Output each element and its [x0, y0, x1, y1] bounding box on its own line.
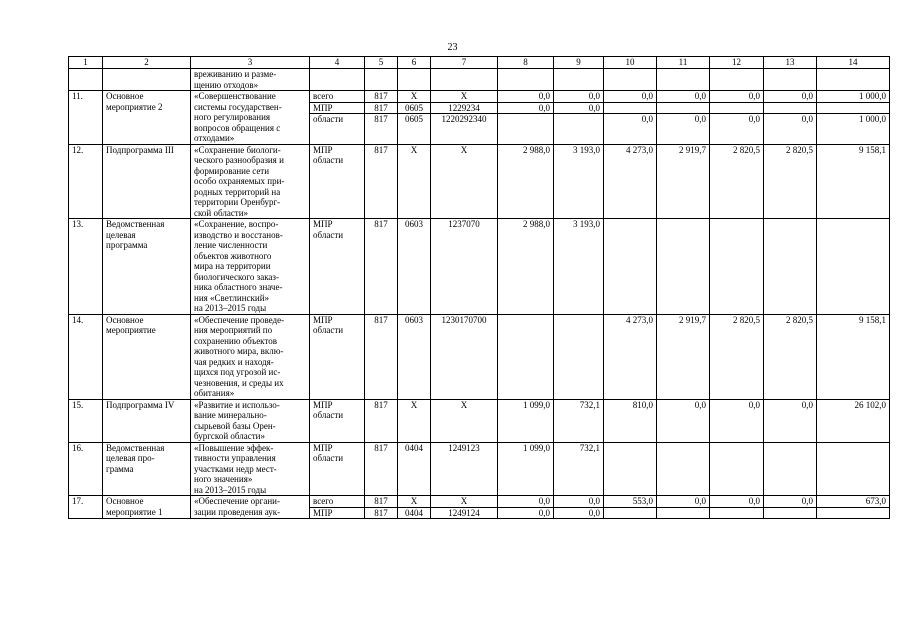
sub-value: 673,0	[865, 496, 886, 506]
cell-c5	[365, 91, 398, 145]
sub-value: 1 000,0	[859, 91, 886, 101]
sub-value	[554, 113, 603, 125]
row-number: 13.	[69, 219, 103, 315]
sub-value: всего	[313, 496, 334, 506]
sub-value	[764, 102, 816, 114]
sub-value	[817, 507, 889, 519]
code-c7: Х	[431, 399, 498, 442]
header-cell-12: 12	[710, 57, 764, 69]
value-c9	[554, 314, 604, 399]
activity-name	[103, 314, 191, 399]
description-line: особо охраняемых при-	[194, 176, 285, 186]
sub-value: 0,0	[588, 496, 600, 506]
cell-col-14	[817, 69, 890, 91]
sub-value: 1249124	[431, 507, 497, 519]
cell-col-1	[69, 69, 103, 91]
row-number: 12.	[69, 144, 103, 219]
sub-value	[604, 507, 656, 519]
cell-c8	[498, 91, 554, 145]
value-c13	[764, 442, 817, 496]
activity-description	[191, 144, 310, 219]
executor-line: области	[313, 155, 344, 165]
description-line: системы государствен-	[194, 101, 282, 112]
description-line: территории Оренбург-	[194, 197, 281, 207]
table-row	[69, 144, 890, 219]
description-line: «Совершенствование	[194, 91, 276, 101]
sub-value: 0404	[398, 507, 430, 519]
sub-value: 0605	[398, 113, 430, 125]
executor-line: области	[313, 410, 344, 420]
activity-description	[191, 496, 310, 519]
description-line: «Обеспечение проведе-	[194, 314, 285, 325]
value-c9: 732,1	[554, 442, 604, 496]
sub-value: 0,0	[498, 507, 553, 519]
sub-value: 0,0	[657, 113, 709, 125]
activity-name	[103, 144, 191, 219]
activity-name	[103, 399, 191, 442]
value-c13: 2 820,5	[764, 314, 817, 399]
table-row	[69, 496, 890, 519]
value-c8	[498, 314, 554, 399]
header-cell-10: 10	[604, 57, 657, 69]
activity-name	[103, 219, 191, 315]
activity-description	[191, 91, 310, 145]
description-line: ного значения»	[194, 474, 253, 484]
cell-c10	[604, 496, 657, 519]
sub-value	[817, 102, 889, 114]
value-c8: 2 988,0	[498, 144, 554, 219]
cell-c6	[398, 496, 431, 519]
cell-c5	[365, 496, 398, 519]
description-line: объектов животного	[194, 250, 272, 261]
budget-table	[68, 56, 890, 519]
row-number: 15.	[69, 399, 103, 442]
header-row	[69, 57, 890, 69]
description-line: изводство и восстанов-	[194, 229, 283, 240]
code-c5: 817	[365, 219, 398, 315]
table-row	[69, 219, 890, 315]
activity-name-line: мероприятие 2	[106, 101, 163, 112]
header-cell-14: 14	[817, 57, 890, 69]
cell-c7	[431, 91, 498, 145]
sub-value: 0,0	[498, 102, 553, 114]
code-c5: 817	[365, 314, 398, 399]
sub-value: МПР	[310, 507, 364, 519]
sub-value: Х	[410, 91, 418, 101]
row-number: 16.	[69, 442, 103, 496]
header-cell-13: 13	[764, 57, 817, 69]
value-c12: 2 820,5	[710, 314, 764, 399]
cell-col-4	[310, 69, 365, 91]
sub-value: 553,0	[632, 496, 653, 506]
sub-value: 817	[365, 507, 397, 519]
value-c9: 3 193,0	[554, 144, 604, 219]
cell-c11	[657, 91, 710, 145]
sub-value: 0,0	[554, 102, 603, 114]
executor-line: области	[313, 229, 344, 240]
code-c6: 0404	[398, 442, 431, 496]
value-c11: 2 919,7	[657, 314, 710, 399]
value-c10	[604, 219, 657, 315]
sub-value: 0,0	[748, 496, 760, 506]
sub-value	[764, 507, 816, 519]
activity-name-line: Ведомственная	[106, 219, 165, 229]
description-line: тивности управления	[194, 453, 276, 463]
description-line: мира на территории	[194, 261, 271, 271]
description-line: «Повышение эффек-	[194, 442, 274, 453]
executor-line: МПР	[313, 399, 333, 410]
description-line: «Развитие и использо-	[194, 399, 280, 410]
activity-name-line: Ведомственная	[106, 442, 165, 453]
description-line: вреживанию и разме-	[194, 69, 277, 79]
cell-col-8	[498, 69, 554, 91]
cell-col-3	[191, 69, 310, 91]
cell-c13	[764, 91, 817, 145]
code-c6: 0603	[398, 314, 431, 399]
description-line: бургской области»	[194, 431, 265, 441]
header-cell-6: 6	[398, 57, 431, 69]
sub-value	[498, 113, 553, 125]
header-cell-7: 7	[431, 57, 498, 69]
description-line: вание минерально-	[194, 410, 267, 420]
code-c7: 1237070	[431, 219, 498, 315]
code-c6: Х	[398, 144, 431, 219]
cell-c12	[710, 91, 764, 145]
value-c14: 9 158,1	[817, 144, 890, 219]
executor-line: МПР	[313, 219, 333, 229]
cell-c9	[554, 91, 604, 145]
activity-name-line: Основное	[106, 314, 144, 325]
value-c11	[657, 219, 710, 315]
sub-value: 1 000,0	[817, 113, 889, 125]
activity-name	[103, 442, 191, 496]
executor-line: области	[313, 325, 344, 335]
cell-col-2	[103, 69, 191, 91]
description-line: щению отходов»	[194, 79, 259, 90]
responsible-executor	[310, 399, 365, 442]
value-c10: 4 273,0	[604, 314, 657, 399]
description-line: ного регулирования	[194, 112, 271, 122]
sub-value: 0,0	[588, 91, 600, 101]
responsible-executor	[310, 442, 365, 496]
activity-description	[191, 442, 310, 496]
cell-col-9	[554, 69, 604, 91]
code-c7: 1249123	[431, 442, 498, 496]
cell-col-7	[431, 69, 498, 91]
sub-value: 0,0	[801, 496, 813, 506]
continuation-row	[69, 69, 890, 91]
description-line: обитания»	[194, 388, 235, 398]
description-line: животного мира, вклю-	[194, 346, 284, 356]
activity-name-line: грамма	[106, 463, 134, 474]
sub-value: 0,0	[538, 496, 550, 506]
value-c8: 2 988,0	[498, 219, 554, 315]
executor-line: области	[313, 453, 344, 463]
value-c10: 810,0	[604, 399, 657, 442]
activity-name-line: Подпрограмма IV	[106, 399, 175, 410]
sub-value: 0,0	[710, 113, 763, 125]
description-line: чая редких и находя-	[194, 356, 274, 367]
activity-name	[103, 91, 191, 145]
sub-value: Х	[460, 91, 468, 101]
value-c12: 2 820,5	[710, 144, 764, 219]
description-line: ческого разнообразия и	[194, 155, 284, 165]
sub-value: всего	[313, 91, 334, 101]
cell-col-5	[365, 69, 398, 91]
value-c14	[817, 442, 890, 496]
cell-c11	[657, 496, 710, 519]
sub-value: 0,0	[641, 91, 653, 101]
sub-value: Х	[460, 496, 468, 506]
description-line: биологического заказ-	[194, 271, 279, 282]
value-c10	[604, 442, 657, 496]
sub-value: 0,0	[554, 507, 603, 519]
cell-c13	[764, 496, 817, 519]
responsible-executor	[310, 314, 365, 399]
description-line: «Сохранение, воспро-	[194, 219, 279, 229]
description-line: отходами»	[194, 133, 235, 143]
sub-value: 817	[374, 91, 388, 101]
description-line: формирование сети	[194, 165, 270, 176]
page-number: 23	[447, 42, 458, 53]
description-line: участками недр мест-	[194, 463, 277, 474]
description-line: «Сохранение биологи-	[194, 144, 281, 155]
cell-c6	[398, 91, 431, 145]
sub-value: 0,0	[694, 91, 706, 101]
activity-name-line: программа	[106, 240, 148, 250]
executor-line: МПР	[313, 144, 333, 155]
activity-name-line: Основное	[106, 91, 144, 101]
sub-value	[604, 102, 656, 114]
description-line: ния мероприятий по	[194, 325, 273, 335]
activity-name-line: Основное	[106, 496, 144, 506]
sub-value	[710, 102, 763, 114]
description-line: вопросов обращения с	[194, 122, 281, 133]
description-line: ника областного значе-	[194, 282, 283, 292]
cell-c8	[498, 496, 554, 519]
sub-value: 0,0	[748, 91, 760, 101]
executor-line: МПР	[313, 314, 333, 325]
description-line: ской области»	[194, 207, 249, 218]
description-line: сохранению объектов	[194, 335, 278, 346]
header-cell-11: 11	[657, 57, 710, 69]
value-c13: 0,0	[764, 399, 817, 442]
row-number: 11.	[69, 91, 103, 145]
sub-value	[710, 507, 763, 519]
activity-name-line: целевая про-	[106, 453, 155, 463]
description-line: «Обеспечение органи-	[194, 496, 280, 506]
activity-name	[103, 496, 191, 519]
value-c9: 732,1	[554, 399, 604, 442]
value-c12	[710, 442, 764, 496]
cell-c4	[310, 496, 365, 519]
value-c11: 2 919,7	[657, 144, 710, 219]
sub-value: 0,0	[694, 496, 706, 506]
sub-value	[657, 507, 709, 519]
header-cell-8: 8	[498, 57, 554, 69]
value-c14	[817, 219, 890, 315]
table-row	[69, 314, 890, 399]
value-c10: 4 273,0	[604, 144, 657, 219]
sub-value: 0,0	[764, 113, 816, 125]
sub-value: 817	[374, 496, 388, 506]
sub-value: 1220292340	[431, 113, 497, 125]
code-c7: Х	[431, 144, 498, 219]
sub-value: 0,0	[801, 91, 813, 101]
activity-name-line: Подпрограмма III	[106, 144, 174, 155]
table-row	[69, 442, 890, 496]
header-cell-1: 1	[69, 57, 103, 69]
cell-col-10	[604, 69, 657, 91]
sub-value: 1229234	[431, 102, 497, 114]
row-number: 17.	[69, 496, 103, 519]
description-line: на 2013–2015 годы	[194, 303, 267, 313]
executor-line: МПР	[313, 442, 333, 453]
value-c14: 26 102,0	[817, 399, 890, 442]
sub-value: 0,0	[538, 91, 550, 101]
header-cell-2: 2	[103, 57, 191, 69]
activity-name-line: целевая	[106, 229, 136, 240]
code-c7: 1230170700	[431, 314, 498, 399]
value-c13: 2 820,5	[764, 144, 817, 219]
sub-value: 817	[365, 102, 397, 114]
cell-col-11	[657, 69, 710, 91]
header-cell-3: 3	[191, 57, 310, 69]
cell-c7	[431, 496, 498, 519]
sub-value: Х	[410, 496, 418, 506]
responsible-executor	[310, 219, 365, 315]
header-cell-4: 4	[310, 57, 365, 69]
sub-value: 0,0	[604, 113, 656, 125]
cell-c12	[710, 496, 764, 519]
value-c11: 0,0	[657, 399, 710, 442]
activity-name-line: мероприятие	[106, 325, 156, 335]
row-number: 14.	[69, 314, 103, 399]
sub-value	[657, 102, 709, 114]
value-c13	[764, 219, 817, 315]
code-c6: 0603	[398, 219, 431, 315]
header-cell-9: 9	[554, 57, 604, 69]
value-c14: 9 158,1	[817, 314, 890, 399]
cell-col-13	[764, 69, 817, 91]
description-line: щихся под угрозой ис-	[194, 367, 281, 377]
cell-c9	[554, 496, 604, 519]
activity-description	[191, 219, 310, 315]
description-line: сырьевой базы Орен-	[194, 420, 276, 431]
description-line: на 2013–2015 годы	[194, 484, 267, 495]
value-c8: 1 099,0	[498, 442, 554, 496]
description-line: чезновения, и среды их	[194, 377, 284, 388]
activity-name-line: мероприятие 1	[106, 506, 163, 517]
code-c6: Х	[398, 399, 431, 442]
description-line: зации проведения аук-	[194, 506, 281, 517]
header-cell-5: 5	[365, 57, 398, 69]
description-line: ния «Светлинский»	[194, 292, 270, 303]
value-c9: 3 193,0	[554, 219, 604, 315]
description-line: родных территорий на	[194, 186, 281, 197]
table-row	[69, 399, 890, 442]
cell-c4	[310, 91, 365, 145]
code-c5: 817	[365, 399, 398, 442]
code-c5: 817	[365, 144, 398, 219]
value-c11	[657, 442, 710, 496]
sub-value: 0605	[398, 102, 430, 114]
sub-value: области	[310, 113, 364, 125]
value-c12: 0,0	[710, 399, 764, 442]
cell-col-12	[710, 69, 764, 91]
description-line: ление численности	[194, 240, 268, 250]
value-c12	[710, 219, 764, 315]
activity-description	[191, 399, 310, 442]
sub-value: 817	[365, 113, 397, 125]
sub-value: МПР	[310, 102, 364, 114]
activity-description	[191, 314, 310, 399]
responsible-executor	[310, 144, 365, 219]
cell-c14	[817, 91, 890, 145]
table-row	[69, 91, 890, 145]
code-c5: 817	[365, 442, 398, 496]
value-c8: 1 099,0	[498, 399, 554, 442]
cell-c14	[817, 496, 890, 519]
cell-col-6	[398, 69, 431, 91]
cell-c10	[604, 91, 657, 145]
